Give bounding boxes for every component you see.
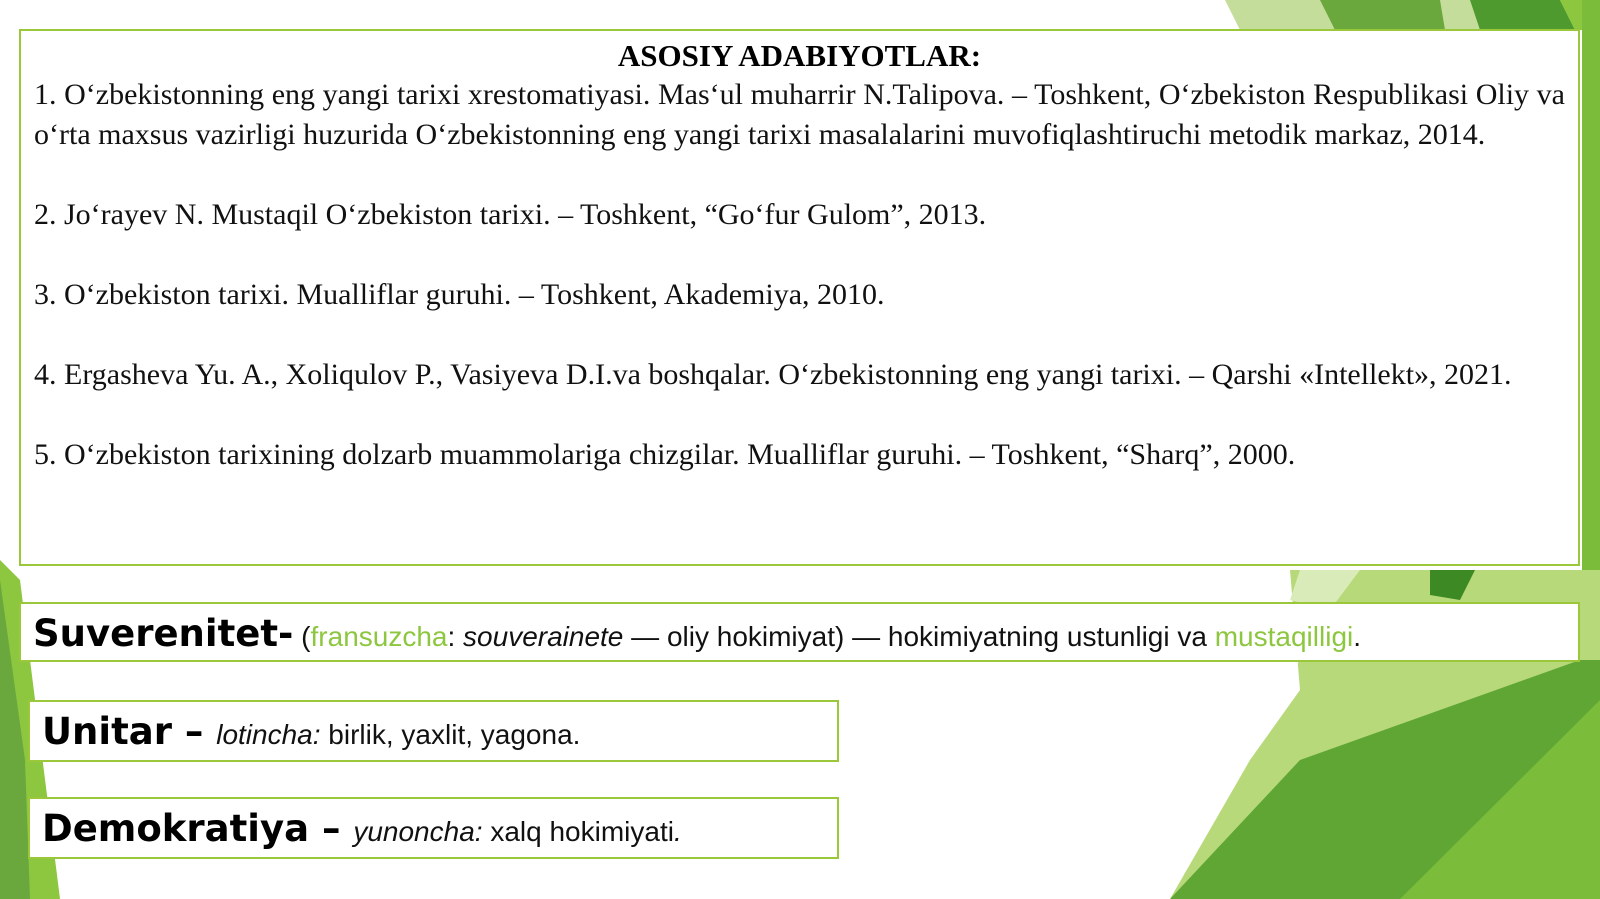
suverenitet-definition [33,612,1566,664]
demokratiya-definition-box [28,797,839,859]
demokratiya-definition [42,807,825,859]
references-box [19,29,1580,566]
fransuzcha-link[interactable]: fransuzcha [310,621,448,652]
reference-item-3: 3. O‘zbekiston tarixi. Mualliflar guruhi. – Toshkent, Akademiya, 2010. [34,278,885,311]
reference-item-5: 5. O‘zbekiston tarixining dolzarb muammolariga chizgilar. Mualliflar guruhi. – Toshkent, “Sharq”, 2000. [34,438,1296,471]
reference-item-4: 4. Ergasheva Yu. A., Xoliqulov P., Vasiyeva D.I.va boshqalar. O‘zbekistonning eng yangi tarixi. – Qarshi «Intellekt», 2021. [34,358,1512,391]
suverenitet-definition-box [19,602,1580,662]
unitar-definition [42,710,825,762]
demokratiya-term: Demokratiya – [42,807,354,850]
demokratiya-end: . [673,816,682,847]
unitar-definition-box [28,700,839,762]
references-title: ASOSIY ADABIYOTLAR: [617,38,982,73]
suverenitet-meaning: — oliy hokimiyat) — hokimiyatning ustunligi va [623,621,1215,652]
reference-item-1: 1. O‘zbekistonning eng yangi tarixi xrestomatiyasi. Mas‘ul muharrir N.Talipova. – Toshkent, O‘zbekiston Respublikasi Oliy va o‘rta maxsus vazirligi huzurida O‘zbekistonning eng yangi tarixi masalalarini muvofiqlashtiruchi metodik markaz, 2014. [34,78,1565,151]
suverenitet-end: . [1353,621,1362,652]
suverenitet-colon: : [447,621,464,652]
unitar-meaning: birlik, yaxlit, yagona. [320,719,581,750]
mustaqilligi-link[interactable]: mustaqilligi [1214,621,1354,652]
demokratiya-lang: yunoncha: [353,816,483,847]
unitar-term: Unitar – [42,710,217,753]
suverenitet-origin: souverainete [463,621,624,652]
unitar-lang: lotincha: [216,719,321,750]
reference-item-2: 2. Jo‘rayev N. Mustaqil O‘zbekiston tarixi. – Toshkent, “Go‘fur Gulom”, 2013. [34,198,987,231]
suverenitet-term: Suverenitet- [33,612,294,655]
suverenitet-open: ( [293,621,311,652]
demokratiya-meaning: xalq hokimiyati [482,816,674,847]
